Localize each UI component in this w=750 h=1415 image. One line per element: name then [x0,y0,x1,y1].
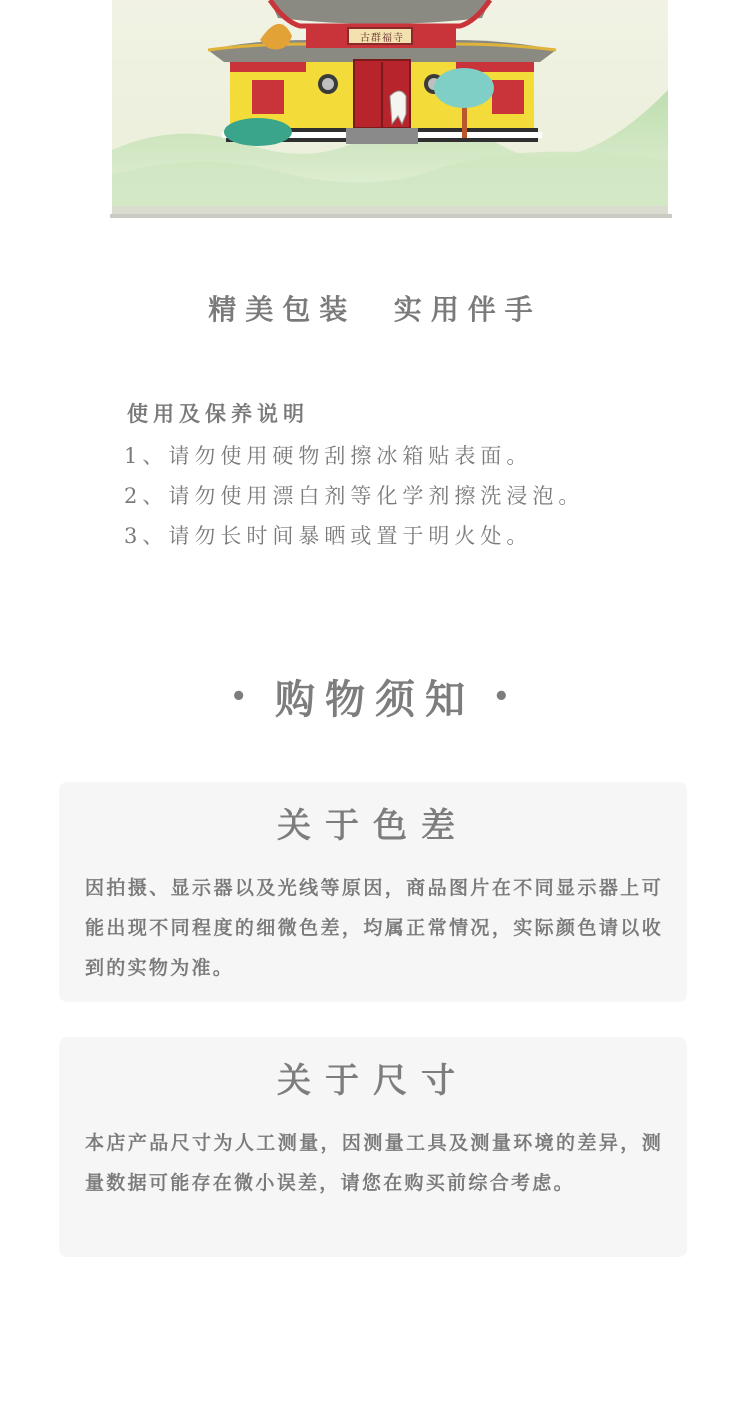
color-difference-card [59,782,687,1002]
bullet-dot-left: • [230,682,257,712]
temple-plaque-text: 古群福寺 [360,33,404,44]
product-photo [110,0,672,222]
care-heading: 使用及保养说明 [127,401,309,426]
care-line: 3、请勿长时间暴晒或置于明火处。 [124,524,533,548]
shopping-notice-heading: 购物须知 [275,676,475,723]
care-instructions [124,396,724,556]
size-card [59,1037,687,1257]
shopping-notice-title [0,668,750,725]
card-title: 关于尺寸 [277,1061,469,1101]
care-line: 2、请勿使用漂白剂等化学剂擦洗浸泡。 [124,484,585,508]
card-text: 因拍摄、显示器以及光线等原因，商品图片在不同显示器上可能出现不同程度的细微色差，均属正常情况，实际颜色请以收到的实物为准。 [85,877,663,979]
care-line: 1、请勿使用硬物刮擦冰箱贴表面。 [124,444,533,468]
card-text: 本店产品尺寸为人工测量，因测量工具及测量环境的差异，测量数据可能存在微小误差，请您在购买前综合考虑。 [85,1132,663,1194]
tagline: 精美包装 实用伴手 [208,293,542,326]
card-title: 关于色差 [277,806,469,846]
bullet-dot-right: • [493,682,520,712]
